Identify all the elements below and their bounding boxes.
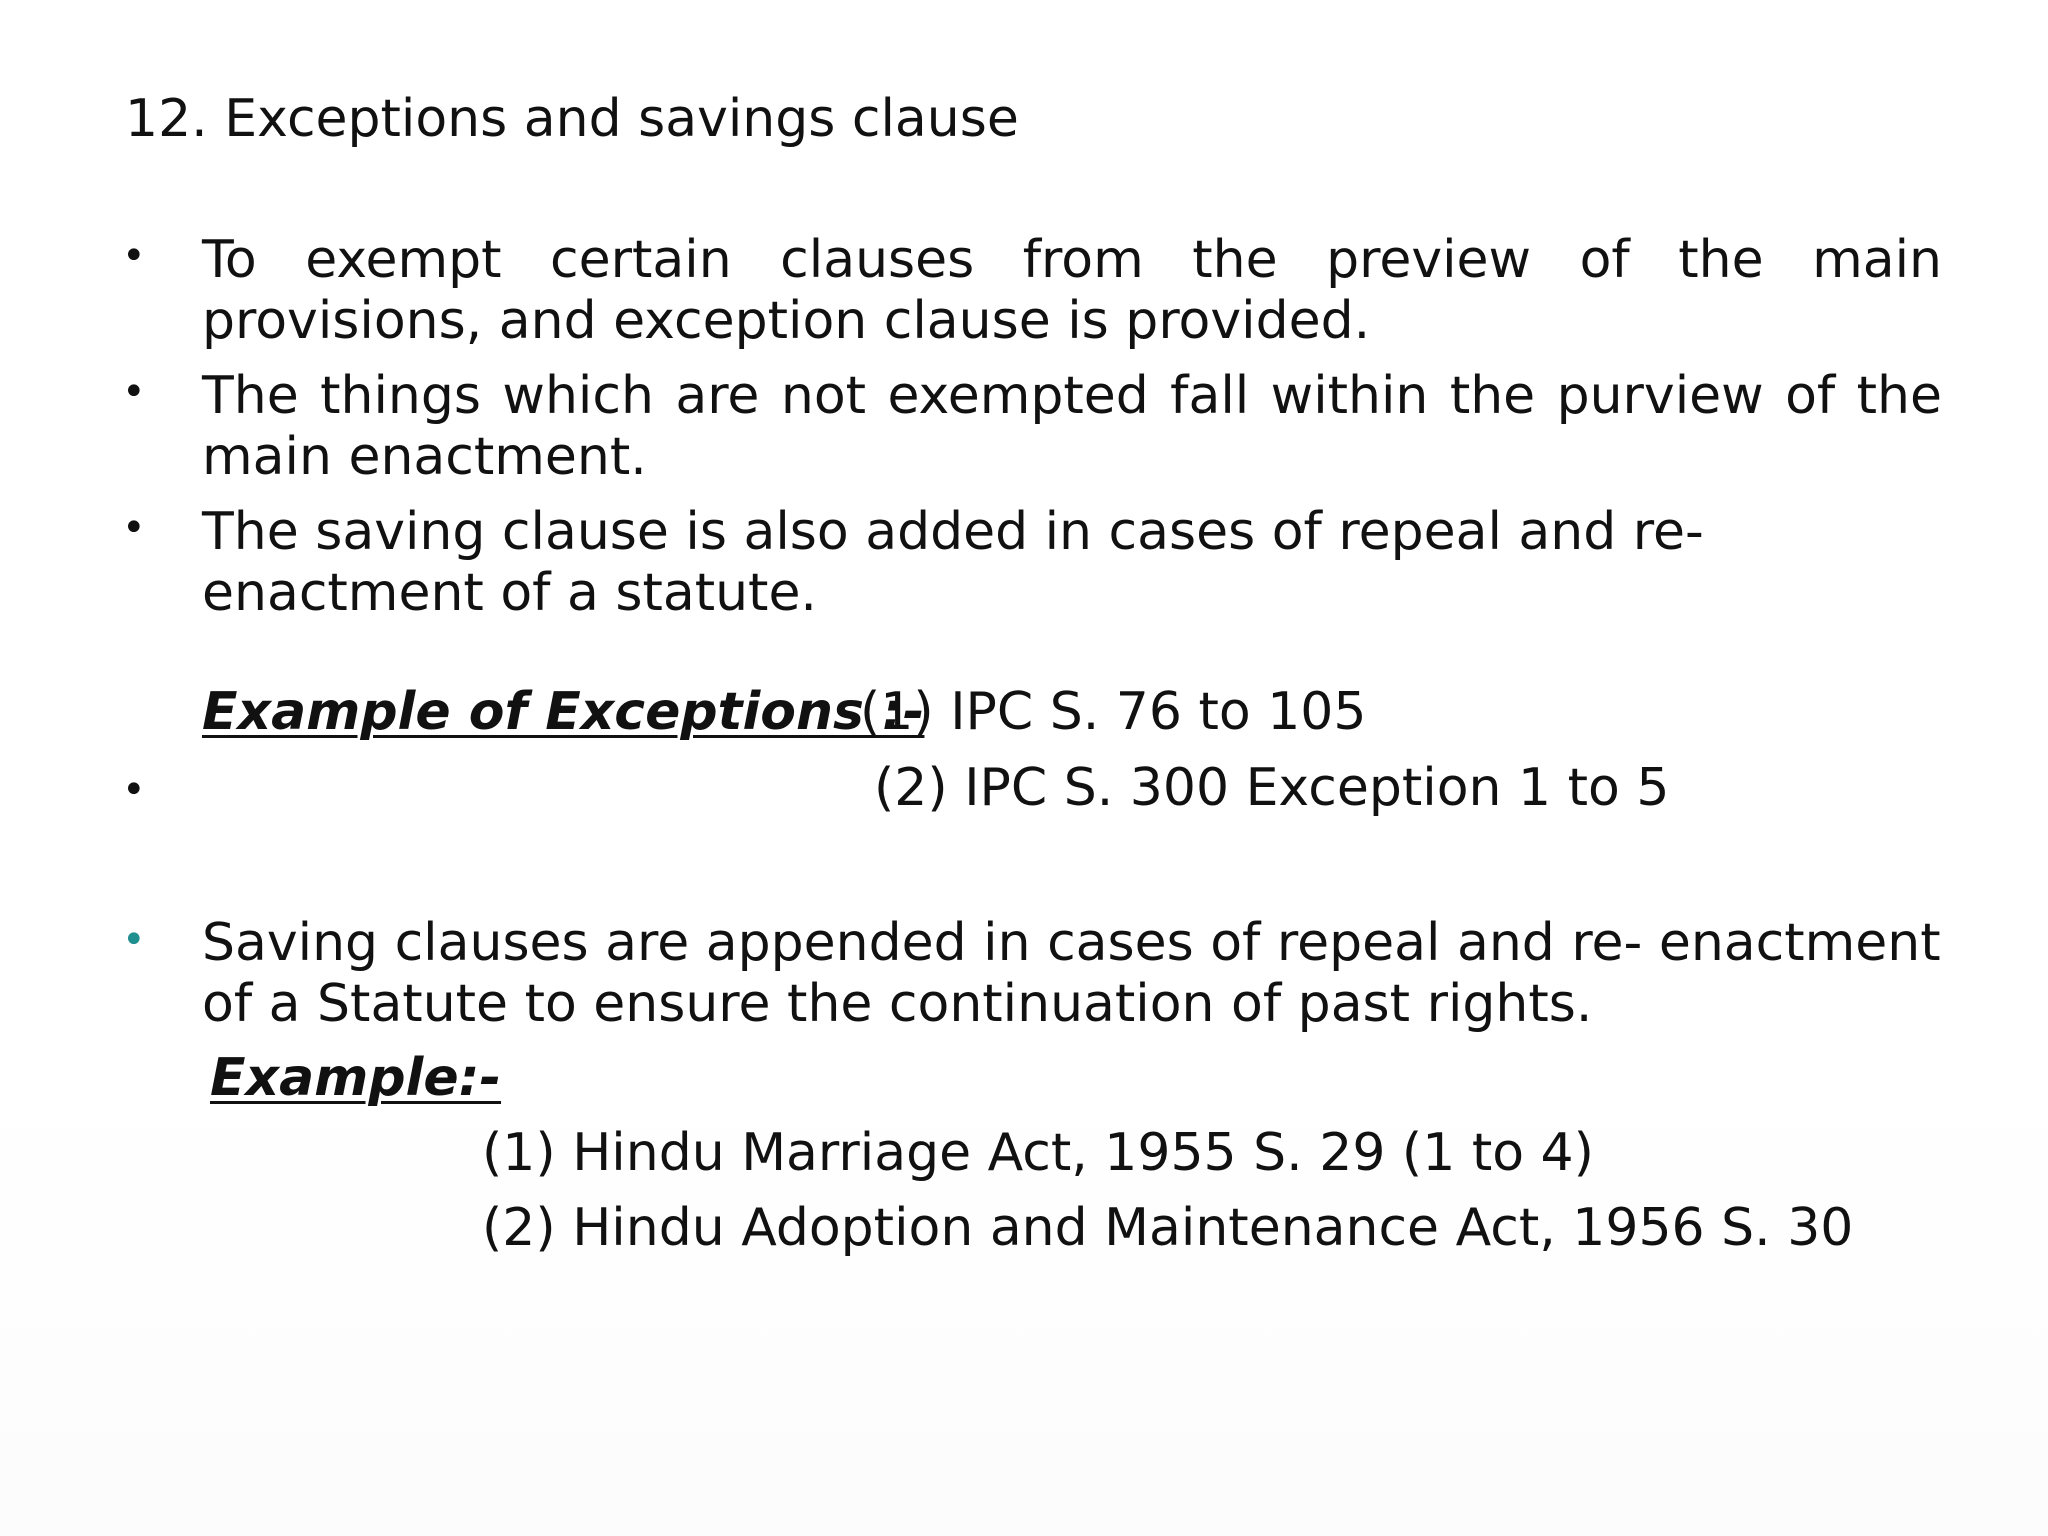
bullet-2-text: The things which are not exempted fall within the purview of the main enactment.	[202, 366, 1942, 487]
exceptions-item-1: (1) IPC S. 76 to 105	[860, 682, 1367, 742]
saving-bullet-marker: •	[122, 917, 146, 963]
exceptions-bullet-marker: •	[122, 767, 146, 813]
exceptions-label: Example of Exceptions :-	[202, 682, 925, 742]
saving-example-1: (1) Hindu Marriage Act, 1955 S. 29 (1 to 4)	[482, 1123, 1594, 1183]
exceptions-item-2: (2) IPC S. 300 Exception 1 to 5	[874, 758, 1670, 818]
bullet-2-marker: •	[122, 369, 146, 415]
saving-example-2: (2) Hindu Adoption and Maintenance Act, 1956 S. 30	[482, 1198, 1854, 1258]
saving-example-label: Example:-	[210, 1048, 502, 1108]
slide-title: 12. Exceptions and savings clause	[125, 89, 1019, 149]
bullet-3-marker: •	[122, 505, 146, 551]
bullet-3-text: The saving clause is also added in cases of repeal and re-enactment of a statute.	[202, 502, 1704, 623]
bullet-1-text: To exempt certain clauses from the preview of the main provisions, and exception clause is provided.	[202, 230, 1942, 351]
saving-text: Saving clauses are appended in cases of repeal and re- enactment of a Statute to ensure the continuation of past rights.	[202, 913, 1941, 1034]
bullet-1-marker: •	[122, 233, 146, 279]
